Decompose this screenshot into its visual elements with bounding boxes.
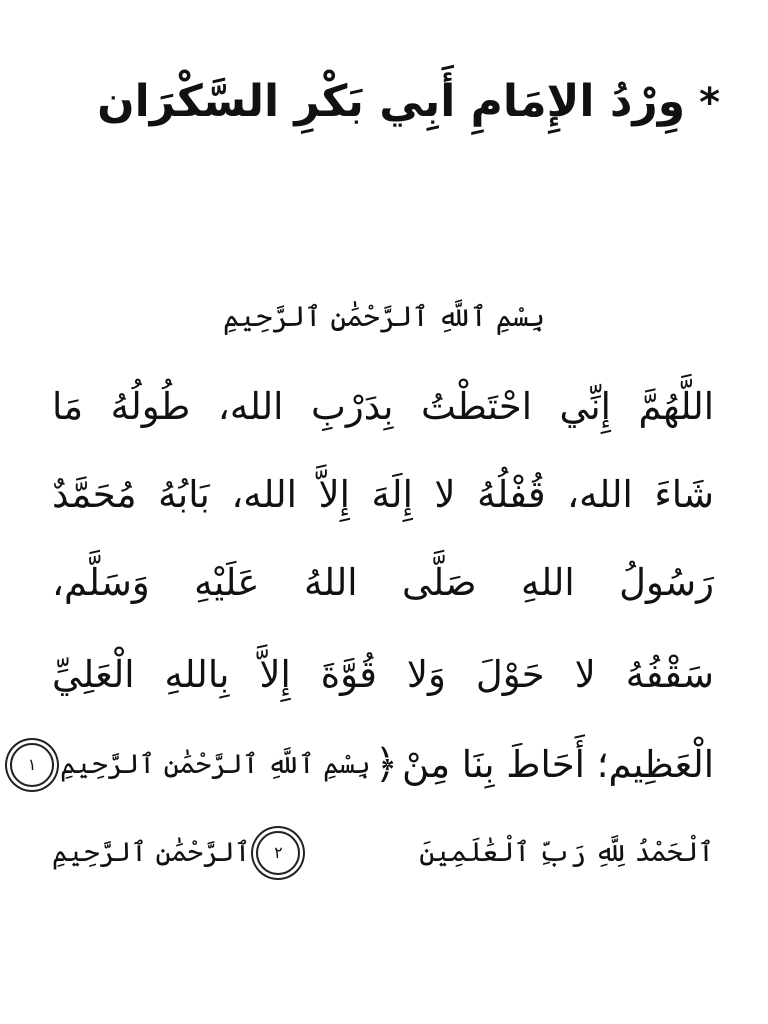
- ayah-number-marker-1: ١: [10, 743, 54, 787]
- asterisk-marker: *: [699, 80, 720, 126]
- quran-quote-group: [4, 730, 402, 800]
- quran-basmala: بِسْمِ ٱللَّهِ ٱلرَّحْمَٰنِ ٱلرَّحِيمِ: [60, 749, 371, 780]
- quran-rahman-verse: ٱلرَّحْمَٰنِ ٱلرَّحِيمِ: [52, 837, 251, 868]
- text-line-4: سَقْفُهُ لا حَوْلَ وَلا قُوَّةَ إِلاَّ بِاللهِ الْعَلِيِّ: [52, 653, 714, 696]
- quran-rahman-group: [52, 818, 306, 888]
- line-5-prefix: الْعَظِيم؛ أَحَاطَ بِنَا مِنْ: [402, 743, 714, 786]
- text-line-6: [52, 818, 714, 888]
- page-title: [40, 62, 720, 143]
- basmala-heading: بِسْمِ ٱللَّهِ ٱلرَّحْمَٰنِ ٱلرَّحِيمِ: [222, 300, 545, 333]
- title-text: وِرْدُ الإِمَامِ أَبِي بَكْرِ السَّكْرَان: [97, 76, 686, 127]
- text-line-2: شَاءَ الله، قُفْلُهُ لا إِلَهَ إِلاَّ الله، بَابُهُ مُحَمَّدٌ: [52, 473, 714, 516]
- text-line-5: [27, 730, 714, 800]
- text-line-3: رَسُولُ اللهِ صَلَّى اللهُ عَلَيْهِ وَسَلَّم،: [52, 561, 714, 604]
- text-line-1: اللَّهُمَّ إِنِّي احْتَطْتُ بِدَرْبِ الله، طُولُهُ مَا: [52, 385, 714, 428]
- ornate-open-bracket: ﴿: [374, 742, 399, 788]
- ayah-number-marker-2: ٢: [256, 831, 300, 875]
- quran-hamd-verse: ٱلْحَمْدُ لِلَّهِ رَبِّ ٱلْعَٰلَمِينَ: [419, 837, 714, 868]
